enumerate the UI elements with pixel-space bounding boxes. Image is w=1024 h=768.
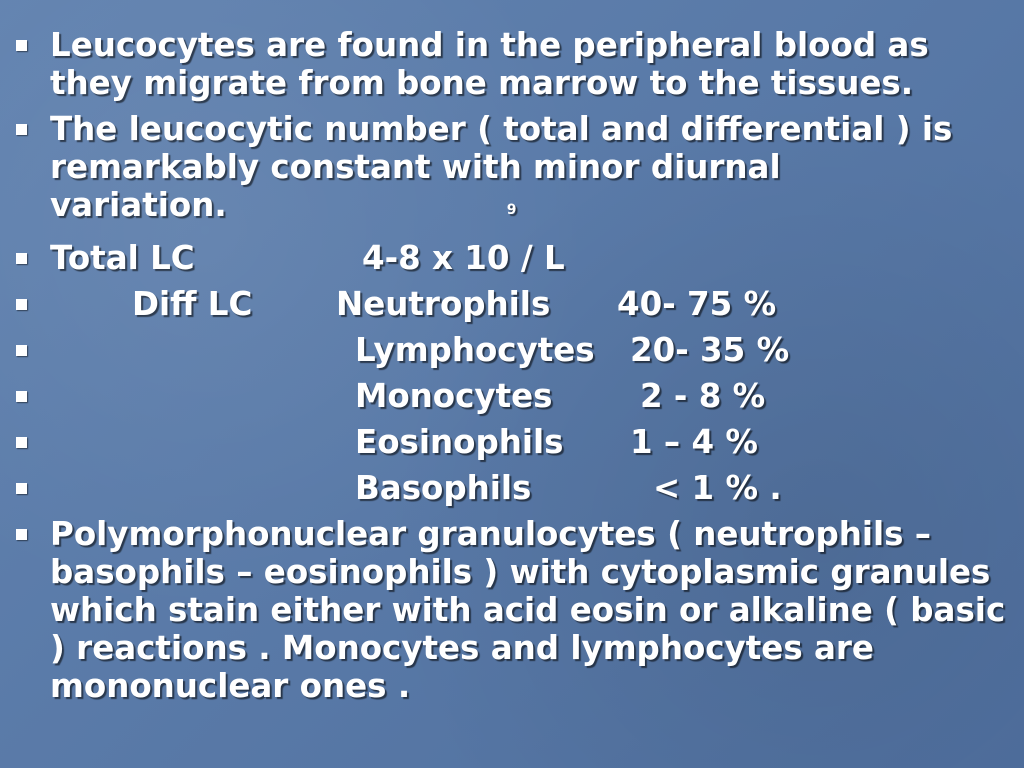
total-lc-value: 4-8 x 10 / L — [362, 239, 565, 277]
cell-range: 1 – 4 % — [630, 423, 758, 461]
diff-lc-label: Diff LC — [132, 285, 253, 323]
square-bullet-icon — [16, 391, 27, 402]
cell-name: Lymphocytes — [355, 331, 595, 369]
square-bullet-icon — [16, 529, 27, 540]
square-bullet-icon — [16, 483, 27, 494]
cell-name: Monocytes — [355, 377, 553, 415]
bullet-diff-basophils — [14, 469, 1010, 507]
bullet-leucocyte-number — [14, 110, 1010, 231]
square-bullet-icon — [16, 437, 27, 448]
cell-name: Neutrophils — [336, 285, 551, 323]
cell-range: 20- 35 % — [630, 331, 790, 369]
bullet-diff-neutrophils — [14, 285, 1010, 323]
cell-range: 40- 75 % — [617, 285, 777, 323]
square-bullet-icon — [16, 253, 27, 264]
bullet-text: The leucocytic number ( total and differential ) is remarkably constant with minor diurnal variation. — [50, 110, 953, 224]
bullet-leucocytes-location — [14, 26, 1010, 102]
bullet-text: Leucocytes are found in the peripheral blood as they migrate from bone marrow to the tissues. — [50, 26, 929, 102]
footnote-mark: 9 — [506, 202, 517, 218]
total-lc-label: Total LC — [50, 239, 195, 277]
square-bullet-icon — [16, 299, 27, 310]
bullet-diff-eosinophils — [14, 423, 1010, 461]
bullet-diff-lymphocytes — [14, 331, 1010, 369]
cell-range: < 1 % . — [653, 469, 782, 507]
bullet-text: Polymorphonuclear granulocytes ( neutrophils – basophils – eosinophils ) with cytoplasmic granules which stain either with acid eosin or alkaline ( basic ) reactions . Monocytes and lymphocytes are mononuclear ones . — [50, 515, 1006, 705]
square-bullet-icon — [16, 345, 27, 356]
cell-range: 2 - 8 % — [640, 377, 766, 415]
cell-name: Eosinophils — [355, 423, 564, 461]
bullet-granulocytes — [14, 515, 1010, 705]
bullet-list — [14, 26, 1010, 713]
square-bullet-icon — [16, 124, 27, 135]
bullet-total-lc — [14, 239, 1010, 277]
square-bullet-icon — [16, 40, 27, 51]
bullet-diff-monocytes — [14, 377, 1010, 415]
cell-name: Basophils — [355, 469, 532, 507]
